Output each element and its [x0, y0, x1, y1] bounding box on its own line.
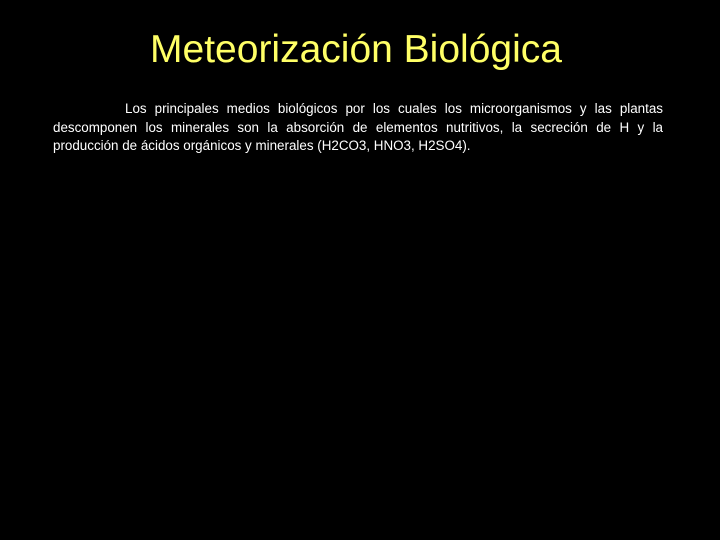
slide-title: Meteorización Biológica — [150, 28, 562, 71]
slide-body-paragraph: Los principales medios biológicos por los cuales los microorganismos y las plantas descomponen los minerales son la absorción de elementos nutritivos, la secreción de H y la producción de ácidos orgánicos y minerales (H2CO3, HNO3, H2SO4). — [53, 101, 663, 154]
